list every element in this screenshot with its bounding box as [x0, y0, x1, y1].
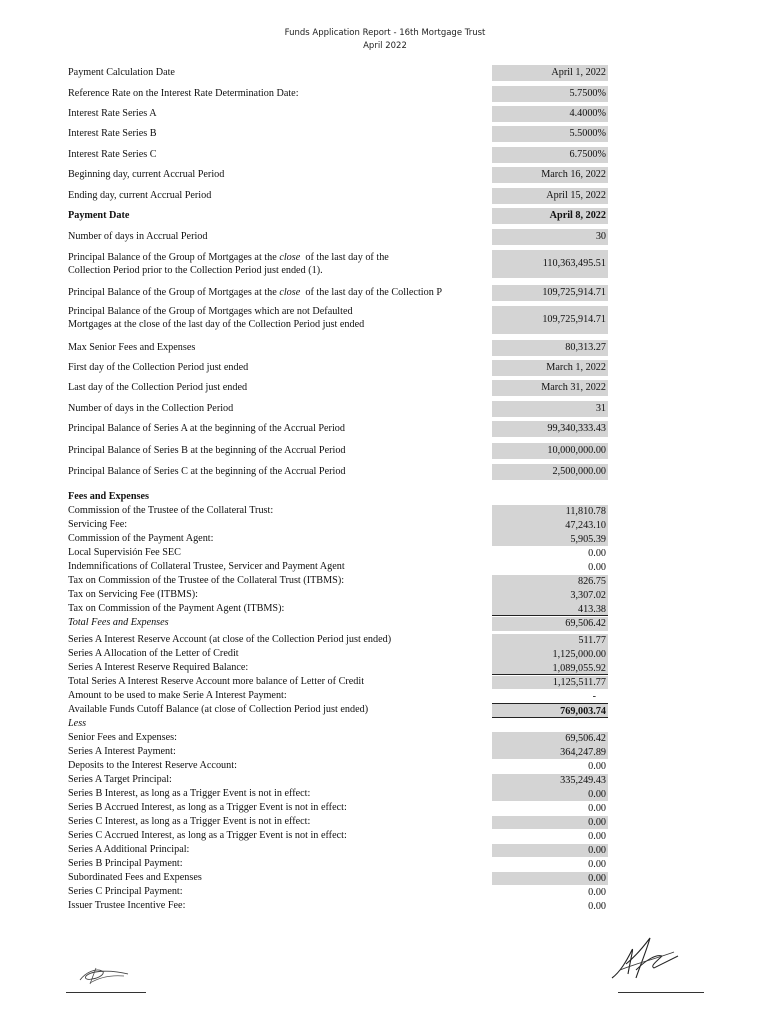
signature-line-left: [66, 992, 146, 993]
row-label: Local Supervisión Fee SEC: [68, 547, 181, 558]
less-row: [68, 732, 608, 745]
row-label: Series B Principal Payment:: [68, 858, 183, 869]
fees-row: [68, 575, 608, 588]
fees-row: [68, 589, 608, 602]
row-value: 0.00: [588, 901, 606, 912]
row-value: 47,243.10: [492, 519, 608, 533]
row-value: 5.7500%: [492, 86, 608, 102]
fees-heading: Fees and Expenses: [68, 491, 149, 502]
row-value: 0.00: [588, 761, 606, 772]
row-label: Subordinated Fees and Expenses: [68, 872, 202, 883]
row-label: Max Senior Fees and Expenses: [68, 342, 196, 353]
fees-heading-row: [68, 491, 608, 504]
row-value: 5.5000%: [492, 126, 608, 142]
row-value: April 15, 2022: [492, 188, 608, 204]
row-principal-series-c: [68, 464, 608, 480]
row-value: 826.75: [492, 575, 608, 589]
less-heading: Less: [68, 718, 87, 729]
row-interest-rate-a: [68, 106, 608, 122]
row-label: Series C Interest, as long as a Trigger Event is not in effect:: [68, 816, 311, 827]
row-value: 1,089,055.92: [492, 662, 608, 675]
row-value: 364,247.89: [492, 746, 608, 759]
row-max-senior-fees: [68, 340, 608, 356]
row-label-part: of the last day of the: [305, 252, 389, 263]
row-label-line1: [68, 252, 389, 265]
row-value: 6.7500%: [492, 147, 608, 163]
row-label: Series A Interest Payment:: [68, 746, 176, 757]
reserve-row: [68, 690, 608, 703]
row-label: First day of the Collection Period just ended: [68, 362, 249, 373]
row-label: Series C Accrued Interest, as long as a Trigger Event is not in effect:: [68, 830, 347, 841]
row-label: Commission of the Trustee of the Collateral Trust:: [68, 505, 274, 516]
row-label: Interest Rate Series B: [68, 128, 157, 139]
less-row: [68, 886, 608, 899]
report-title: Funds Application Report - 16th Mortgage Trust: [284, 28, 486, 38]
row-principal-series-a: [68, 421, 608, 437]
row-label: Interest Rate Series C: [68, 149, 157, 160]
row-label: Amount to be used to make Serie A Interest Payment:: [68, 690, 287, 701]
row-label: Tax on Servicing Fee (ITBMS):: [68, 589, 199, 600]
row-label: Ending day, current Accrual Period: [68, 190, 212, 201]
row-label-line2: Collection Period prior to the Collection Period just ended (1).: [68, 265, 323, 276]
row-payment-calculation-date: [68, 65, 608, 81]
row-payment-date: [68, 208, 608, 224]
row-label: Interest Rate Series A: [68, 108, 157, 119]
row-label: Tax on Commission of the Payment Agent (ITBMS):: [68, 603, 285, 614]
row-value: April 1, 2022: [492, 65, 608, 81]
row-principal-close: [68, 285, 608, 301]
less-row: [68, 746, 608, 759]
row-value: 0.00: [588, 831, 606, 842]
reserve-available-funds-row: [68, 704, 608, 717]
row-value: 0.00: [588, 548, 606, 559]
row-label-emphasis: close: [279, 252, 301, 263]
row-days-accrual: [68, 229, 608, 245]
fees-row: [68, 533, 608, 546]
reserve-row: [68, 648, 608, 661]
less-row: [68, 900, 608, 913]
fees-row: [68, 547, 608, 560]
less-row: [68, 774, 608, 787]
row-value: 0.00: [492, 872, 608, 885]
row-value: 4.4000%: [492, 106, 608, 122]
row-label-emphasis: close: [279, 287, 301, 298]
less-row: [68, 760, 608, 773]
row-label: Series C Principal Payment:: [68, 886, 183, 897]
row-value: 0.00: [588, 887, 606, 898]
row-value: 110,363,495.51: [492, 250, 608, 278]
row-label: Principal Balance of Series A at the beginning of the Accrual Period: [68, 423, 345, 434]
reserve-row: [68, 662, 608, 675]
row-value: April 8, 2022: [492, 208, 608, 224]
row-value: -: [592, 691, 596, 702]
row-label-line1: Principal Balance of the Group of Mortgages which are not Defaulted: [68, 306, 353, 317]
row-value: March 31, 2022: [492, 380, 608, 396]
row-value: 335,249.43: [492, 774, 608, 788]
row-label: [68, 287, 492, 300]
row-value: 1,125,511.77: [492, 676, 608, 689]
less-row: [68, 872, 608, 885]
reserve-row: [68, 676, 608, 689]
row-value: 413.38: [492, 603, 608, 616]
row-value: 109,725,914.71: [492, 285, 608, 301]
row-label: Total Fees and Expenses: [68, 617, 169, 628]
row-value: 99,340,333.43: [492, 421, 608, 437]
row-accrual-begin: [68, 167, 608, 183]
row-label: Senior Fees and Expenses:: [68, 732, 177, 743]
row-value: 0.00: [588, 803, 606, 814]
row-label: Series B Accrued Interest, as long as a Trigger Event is not in effect:: [68, 802, 347, 813]
fees-row: [68, 603, 608, 616]
row-principal-prior-period: [68, 250, 608, 278]
row-value: 0.00: [588, 562, 606, 573]
row-principal-series-b: [68, 443, 608, 459]
row-value: 0.00: [492, 788, 608, 801]
row-value: 5,905.39: [492, 533, 608, 546]
less-heading-row: [68, 718, 608, 731]
row-label: Payment Calculation Date: [68, 67, 175, 78]
row-label: Available Funds Cutoff Balance (at close of Collection Period just ended): [68, 704, 369, 715]
row-value: 0.00: [492, 816, 608, 829]
row-value: 2,500,000.00: [492, 464, 608, 480]
row-value: 0.00: [588, 859, 606, 870]
row-label: Series A Interest Reserve Required Balance:: [68, 662, 249, 673]
row-value: 69,506.42: [492, 732, 608, 746]
row-value: 3,307.02: [492, 589, 608, 603]
signature-right: [606, 934, 686, 986]
row-label: Indemnifications of Collateral Trustee, Servicer and Payment Agent: [68, 561, 345, 572]
row-value: 0.00: [492, 844, 608, 857]
row-interest-rate-b: [68, 126, 608, 142]
fees-total-row: [68, 617, 608, 630]
row-days-collection: [68, 401, 608, 417]
row-label: Last day of the Collection Period just ended: [68, 382, 248, 393]
row-label: Commission of the Payment Agent:: [68, 533, 214, 544]
row-label-line2: Mortgages at the close of the last day of the Collection Period just ended: [68, 319, 365, 330]
row-value: March 16, 2022: [492, 167, 608, 183]
signature-left: [66, 962, 136, 988]
row-label: Series B Interest, as long as a Trigger Event is not in effect:: [68, 788, 311, 799]
signature-line-right: [618, 992, 704, 993]
row-value: 10,000,000.00: [492, 443, 608, 459]
row-value: 511.77: [492, 634, 608, 648]
row-value: 109,725,914.71: [492, 306, 608, 334]
less-row: [68, 858, 608, 871]
fees-row: [68, 519, 608, 532]
fees-row: [68, 561, 608, 574]
row-value: 31: [492, 401, 608, 417]
row-label: Principal Balance of Series B at the beginning of the Accrual Period: [68, 445, 346, 456]
less-row: [68, 816, 608, 829]
row-label: Series A Interest Reserve Account (at close of the Collection Period just ended): [68, 634, 392, 645]
row-label: Total Series A Interest Reserve Account more balance of Letter of Credit: [68, 676, 365, 687]
row-value: March 1, 2022: [492, 360, 608, 376]
row-label: Principal Balance of Series C at the beginning of the Accrual Period: [68, 466, 346, 477]
row-collection-first-day: [68, 360, 608, 376]
row-value: 30: [492, 229, 608, 245]
row-value: 80,313.27: [492, 340, 608, 356]
row-collection-last-day: [68, 380, 608, 396]
row-accrual-end: [68, 188, 608, 204]
less-row: [68, 788, 608, 801]
reserve-row: [68, 634, 608, 647]
less-row: [68, 844, 608, 857]
row-label: Beginning day, current Accrual Period: [68, 169, 225, 180]
row-label: Servicing Fee:: [68, 519, 128, 530]
row-label: Series A Target Principal:: [68, 774, 172, 785]
less-row: [68, 830, 608, 843]
row-label-part: Principal Balance of the Group of Mortgages at the: [68, 287, 280, 298]
row-label: Number of days in Accrual Period: [68, 231, 208, 242]
row-label: Reference Rate on the Interest Rate Determination Date:: [68, 88, 299, 99]
fees-row: [68, 505, 608, 518]
row-value: 1,125,000.00: [492, 648, 608, 662]
row-label: Tax on Commission of the Trustee of the Collateral Trust (ITBMS):: [68, 575, 345, 586]
row-label: Series A Additional Principal:: [68, 844, 190, 855]
row-interest-rate-c: [68, 147, 608, 163]
report-period: April 2022: [363, 41, 407, 51]
row-value: 11,810.78: [492, 505, 608, 519]
row-label: Deposits to the Interest Reserve Account:: [68, 760, 237, 771]
row-label-part: Principal Balance of the Group of Mortgages at the: [68, 252, 280, 263]
row-value: 769,003.74: [492, 703, 608, 718]
row-label: Number of days in the Collection Period: [68, 403, 234, 414]
less-row: [68, 802, 608, 815]
row-label-part: of the last day of the Collection P: [305, 287, 443, 298]
row-value: 69,506.42: [492, 617, 608, 631]
row-label: Series A Allocation of the Letter of Credit: [68, 648, 239, 659]
row-label: Issuer Trustee Incentive Fee:: [68, 900, 186, 911]
row-principal-non-defaulted: [68, 306, 608, 334]
row-reference-rate: [68, 86, 608, 102]
row-label: Payment Date: [68, 210, 130, 221]
